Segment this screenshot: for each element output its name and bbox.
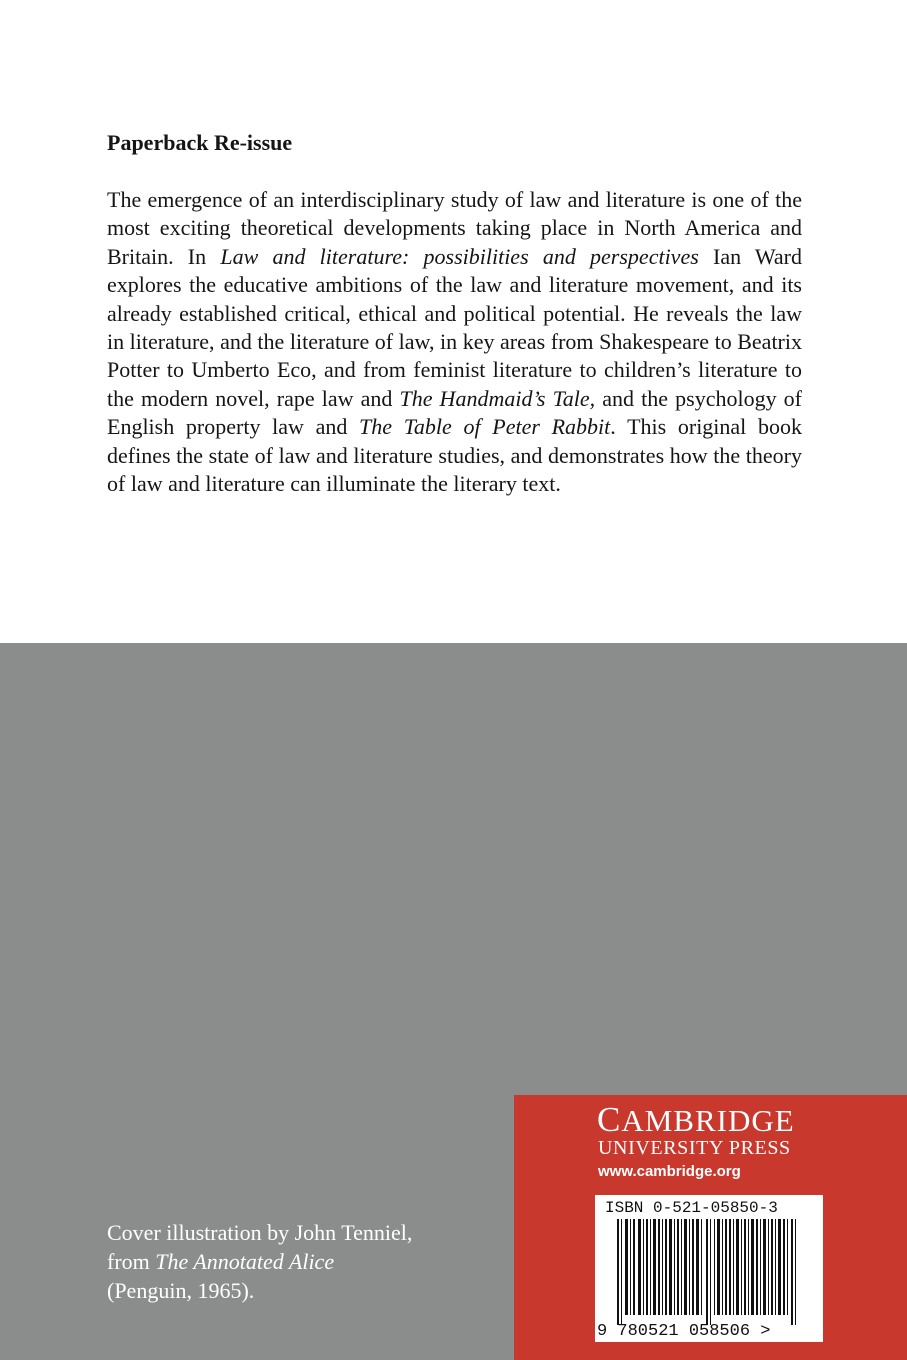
description-part: Ian Ward explores the educative ambitions of the law and literature movement, and its already established critical, ethical and political potential. He reveals the law in literature, and the literature of law, in key areas from Shakespeare to Beatrix Potter to Umberto Eco, and from feminist literature to children’s literature to the modern novel, rape law and xyxy=(107,243,802,411)
isbn-label: ISBN 0-521-05850-3 xyxy=(605,1199,778,1217)
barcode-image xyxy=(595,1195,823,1342)
credit-title: The Annotated Alice xyxy=(155,1249,335,1274)
description-part: . This original book defines the state of law and literature studies, and demonstrates how the theory of law and literature can illuminate the literary text. xyxy=(107,414,802,497)
publisher-subtitle: UNIVERSITY PRESS xyxy=(598,1137,791,1159)
referenced-title: The Handmaid’s Tale, xyxy=(399,385,596,411)
description-part: and the psychology of English property law and xyxy=(107,385,802,440)
credit-line: (Penguin, 1965). xyxy=(107,1278,255,1303)
referenced-title: The Table of Peter Rabbit xyxy=(359,414,611,440)
publisher-block xyxy=(514,1095,907,1360)
cover-credit xyxy=(107,1218,487,1305)
credit-line: Cover illustration by John Tenniel, xyxy=(107,1220,413,1245)
section-heading: Paperback Re-issue xyxy=(107,130,293,155)
publisher-url[interactable]: www.cambridge.org xyxy=(598,1163,741,1180)
credit-line: from xyxy=(107,1249,156,1274)
publisher-name-rest: AMBRIDGE xyxy=(621,1103,795,1138)
publisher-name xyxy=(597,1100,795,1139)
publisher-initial: C xyxy=(597,1100,622,1139)
description-text xyxy=(107,186,802,498)
barcode-digits: 9 780521 058506 > xyxy=(597,1322,771,1341)
book-title: Law and literature: possibilities and perspectives xyxy=(220,243,699,269)
isbn-barcode-box xyxy=(595,1195,823,1342)
description-part: The emergence of an interdisciplinary study of law and literature is one of the most exciting theoretical developments taking place in North America and Britain. In xyxy=(107,187,802,269)
blurb-panel xyxy=(0,0,907,643)
